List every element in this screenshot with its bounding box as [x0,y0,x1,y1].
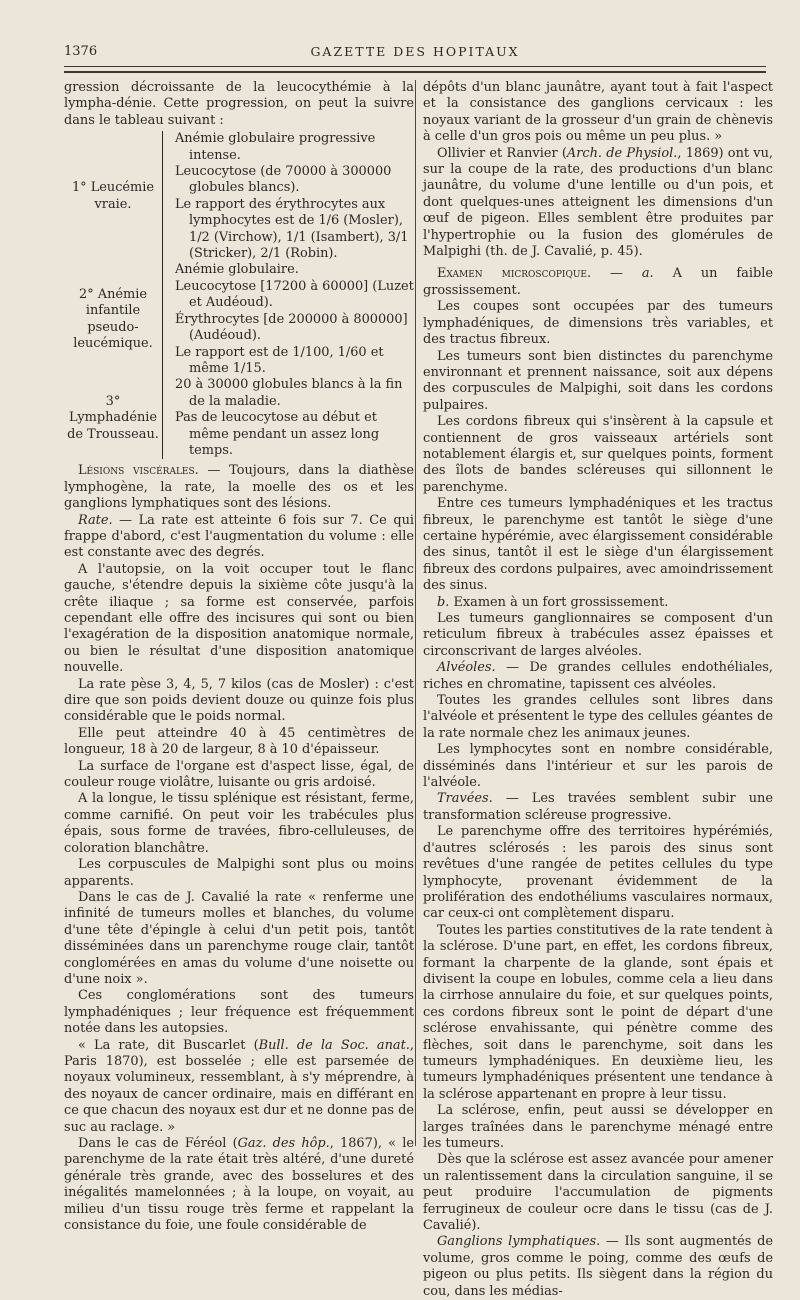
brace [163,262,174,377]
paragraph: Ces conglomérations sont des tumeurs lymphadéniques ; leur fréquence est fréquemment notée dans les autopsies. [64,988,414,1037]
paragraph-text: — Ils sont augmentés de volume, gros comme le poing, comme des œufs de pigeon ou plus petits. Ils siègent dans la région du cou, dans les médias- [423,1234,774,1299]
paragraph: Les tumeurs ganglionnaires se composent d'un reticulum fibreux à trabécules assez épaisses et circonscrivant de larges alvéoles. [423,611,773,659]
row-label: 2° Anémie infantile pseudo-leucémique. [73,287,153,352]
paragraph: A la longue, le tissu splénique est résistant, ferme, comme carnifié. On peut voir les trabécules plus épais, sous forme de travées, fibro-celluleuses, de coloration blanchâtre. [64,791,414,856]
page-number: 1376 [64,44,98,59]
citation: Arch. de Physiol. [566,145,678,161]
paragraph-text: , 1867), « le parenchyme de la rate était très altéré, d'une dureté générale très grande, avec des bosselures et des inégalités mamelonnées ; à la loupe, on voyait, au milieu d'un tissu rouge très ferme et rappelant la consistance du foie, une foule considérable de [64,1136,414,1234]
paragraph: Dès que la sclérose est assez avancée pour amener un ralentissement dans la circulation sanguine, il se peut produire l'accumulation de pigments ferrugineux de couleur ocre dans le tissu (cas de J. Cavalié). [423,1152,773,1234]
paragraph-text: — De grandes cellules endothéliales, riches en chromatine, tapissent ces alvéoles. [423,660,773,692]
paragraph: Les cordons fibreux qui s'insèrent à la capsule et contiennent de gros vaisseaux artériels sont notablement élargis et, sur quelques points, forment des îlots de bandes scléreuses qui sillonnent le parenchyme. [423,414,773,495]
paragraph: Toutes les parties constitutives de la rate tendent à la sclérose. D'une part, en effet, les cordons fibreux, formant la charpente de la glande, sont épais et divisent la coupe en lobules, comme cela a lieu dans la cirrhose annulaire du foie, et sur quelques points, ces cordons fibreux sont le point de départ d'une sclérose envahissante, qui pénètre comme des flèches, soit dans le parenchyme, soit dans les tumeurs lymphadéniques. En deuxième lieu, les tumeurs lymphadéniques présentent une tendance à la sclérose appartenant en propre à leur tissu. [423,922,773,1102]
list-item: Anémie globulaire progressive intense. [175,131,376,163]
subsection-marker: b. [437,594,450,610]
row-items [173,262,414,377]
section-heading: Ganglions lymphatiques. [437,1234,601,1250]
paragraph-text: « La rate, dit Buscarlet ( [78,1037,259,1053]
paragraph [64,463,414,512]
journal-title: GAZETTE DES HOPITAUX [310,44,520,59]
paragraph: Les lymphocytes sont en nombre considérable, disséminés dans l'intérieur et sur les parois de l'alvéole. [423,742,773,791]
paragraph-text: , 1869) ont vu, sur la coupe de la rate, des productions d'un blanc jaunâtre, du volume d'une lentille ou d'un pois, et dont quelques-unes atteignent les dimensions d'un œuf de pigeon. Elles semblent être produites par l'hypertrophie ou la fusion des glomérules de Malpighi (th. de J. Cavalié, p. 45). [423,145,773,260]
brace [163,131,174,262]
left-column [64,80,414,1234]
paragraph: Elle peut atteindre 40 à 45 centimètres de longueur, 18 à 20 de largeur, 8 à 10 d'épaisseur. [64,725,414,758]
paragraph [423,266,773,299]
paragraph: Les corpuscules de Malpighi sont plus ou moins apparents. [64,857,414,889]
column-divider [415,80,416,1146]
paragraph-text: — La rate est atteinte 6 fois sur 7. Ce qui frappe d'abord, c'est l'augmentation du volume : elle est constante avec des degrés. [64,512,414,561]
paragraph-text: Ollivier et Ranvier ( [437,145,567,161]
paragraph: Toutes les grandes cellules sont libres dans l'alvéole et présentent le type des cellules géantes de la rate normale chez les animaux jeunes. [423,693,773,741]
paragraph-text: — [591,266,642,282]
paragraph [64,1136,414,1234]
section-heading: Rate. [78,512,113,528]
paragraph: Les tumeurs sont bien distinctes du parenchyme environnant et prennent naissance, soit aux dépens des corpuscules de Malpighi, soit dans les cordons pulpaires. [423,348,773,413]
row-items [173,377,414,459]
paragraph: A l'autopsie, on la voit occuper tout le flanc gauche, s'étendre depuis la sixième côte jusqu'à la crête iliaque ; sa forme est conservée, parfois cependant elle offre des incisures qui sont ou bien l'exagération de la disposition anatomique normale, ou bien le résultat d'une disposition anatomique nouvelle. [64,561,414,676]
section-heading: Alvéoles. [437,660,496,676]
list-item: Leucocytose (de 70000 à 300000 globules blancs). [175,164,392,196]
paragraph-text: Examen à un fort grossissement. [449,594,669,610]
paragraph [423,660,773,693]
paragraph-text: A un faible grossissement. [423,266,773,298]
right-column [423,80,774,1299]
paragraph [64,1038,414,1136]
header-rule-thick [64,71,766,73]
paragraph: dépôts d'un blanc jaunâtre, ayant tout à fait l'aspect et la consistance des ganglions cervicaux : les noyaux variant de la grosseur d'un grain de chènevis à celle d'un gros pois ou même un peu plus. » [423,80,773,145]
paragraph [423,146,773,261]
list-item: Leucocytose [17200 à 60000] (Luzet et Audéoud). [175,278,414,311]
paragraph-text: — Toujours, dans la diathèse lymphogène, la rate, la moelle des os et les ganglions lymphatiques sont des lésions. [64,463,414,512]
list-item: 20 à 30000 globules blancs à la fin de la maladie. [175,377,403,409]
section-heading: Examen microscopique. [437,266,592,282]
section-heading: Travées. [437,791,493,807]
list-item: Érythrocytes [de 200000 à 800000] (Audéoud). [175,311,408,344]
section-heading: Lésions viscérales. [78,463,199,479]
paragraph: Les coupes sont occupées par des tumeurs lymphadéniques, de dimensions très variables, et des tractus fibreux. [423,299,773,348]
table-row [64,262,414,377]
page-header [64,44,766,64]
table-row [64,131,414,262]
header-rule [64,66,766,67]
brace [163,377,174,459]
paragraph: La sclérose, enfin, peut aussi se développer en larges traînées dans le parenchyme ménagé entre les tumeurs. [423,1103,773,1151]
list-item: Le rapport est de 1/100, 1/60 et même 1/15. [175,344,384,376]
classification-table [64,131,414,459]
list-item: Anémie globulaire. [175,262,299,278]
paragraph: gression décroissante de la leucocythémie à la lympha-dénie. Cette progression, on peut la suivre dans le tableau suivant : [64,80,414,128]
row-label: 3° Lymphadénie de Trousseau. [67,393,159,442]
paragraph: Dans le cas de J. Cavalié la rate « renferme une infinité de tumeurs molles et blanches, du volume d'une tête d'épingle à celui d'un petit pois, tantôt disséminées dans un parenchyme rouge clair, tantôt conglomérées en amas du volume d'une noisette ou d'une noix ». [64,889,414,987]
paragraph [423,791,773,824]
row-items [173,131,414,262]
table-row [64,377,414,459]
paragraph [423,1234,773,1300]
paragraph [423,595,773,611]
paragraph [64,513,414,562]
paragraph-text: Dans le cas de Féréol ( [78,1136,238,1151]
paragraph: La rate pèse 3, 4, 5, 7 kilos (cas de Mosler) : c'est dire que son poids devient douze ou quinze fois plus considérable que le poids normal. [64,676,414,725]
list-item: Le rapport des érythrocytes aux lymphocytes est de 1/6 (Mosler), 1/2 (Virchow), 1/1 (Isambert), 3/1 (Stricker), 2/1 (Robin). [175,196,409,262]
citation: Bull. de la Soc. anat. [258,1037,410,1053]
paragraph-text: , Paris 1870), est bosselée ; elle est parsemée de noyaux volumineux, ressemblant, à s'y méprendre, à des noyaux de cancer ordinaire, mais en différant en ce que chacun des noyaux est dur et ne donne pas de suc au raclage. » [64,1037,414,1135]
citation: Gaz. des hôp. [237,1136,330,1151]
paragraph: Le parenchyme offre des territoires hypérémiés, d'autres sclérosés : les parois des sinus sont revêtues d'une rangée de petites cellules du type lymphocyte, provenant évidemment de la prolifération des endothéliums vasculaires normaux, car ceux-ci ont complètement disparu. [423,824,773,922]
paragraph-text: — Les travées semblent subir une transformation scléreuse progressive. [423,791,773,823]
row-label: 1° Leucémie vraie. [71,180,155,212]
subsection-marker: a. [641,266,654,282]
paragraph: Entre ces tumeurs lymphadéniques et les tractus fibreux, le parenchyme est tantôt le siège d'une certaine hypérémie, avec élargissement considérable des sinus, tantôt il est le siège d'un élargissement fibreux des cordons pulpaires, avec amoindrissement des sinus. [423,496,773,594]
list-item: Pas de leucocytose au début et même pendant un assez long temps. [175,410,380,458]
paragraph: La surface de l'organe est d'aspect lisse, égal, de couleur rouge violâtre, luisante ou gris ardoisé. [64,758,414,791]
